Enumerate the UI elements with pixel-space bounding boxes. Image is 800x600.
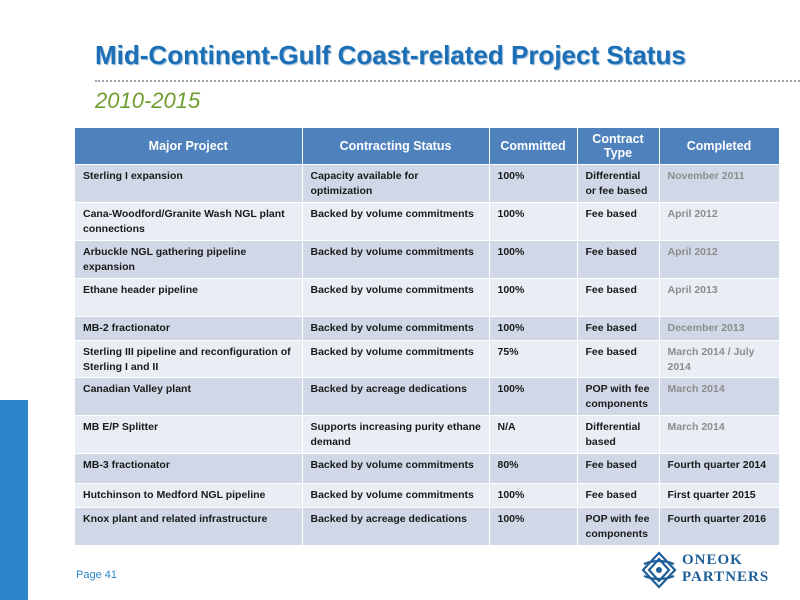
column-header-contracting-status: Contracting Status bbox=[302, 128, 489, 165]
completed-cell: March 2014 bbox=[659, 378, 779, 416]
completed-cell: Fourth quarter 2014 bbox=[659, 454, 779, 484]
completed-cell: First quarter 2015 bbox=[659, 484, 779, 508]
project-cell: MB-2 fractionator bbox=[75, 317, 302, 341]
completed-cell: March 2014 bbox=[659, 416, 779, 454]
column-header-major-project: Major Project bbox=[75, 128, 302, 165]
type-cell: Differential based bbox=[577, 416, 659, 454]
completed-cell: April 2013 bbox=[659, 279, 779, 317]
completed-cell: November 2011 bbox=[659, 165, 779, 203]
status-cell: Backed by volume commitments bbox=[302, 203, 489, 241]
column-header-committed: Committed bbox=[489, 128, 577, 165]
table-row bbox=[75, 341, 779, 378]
project-status-table bbox=[75, 128, 780, 545]
status-cell: Backed by volume commitments bbox=[302, 241, 489, 279]
column-header-completed: Completed bbox=[659, 128, 779, 165]
completed-cell: April 2012 bbox=[659, 203, 779, 241]
committed-cell: 100% bbox=[489, 378, 577, 416]
committed-cell: 75% bbox=[489, 341, 577, 378]
type-cell: Fee based bbox=[577, 317, 659, 341]
table-row bbox=[75, 241, 779, 279]
status-cell: Backed by volume commitments bbox=[302, 279, 489, 317]
logo-mark-icon bbox=[640, 550, 678, 590]
table-row bbox=[75, 416, 779, 454]
logo-line-1: ONEOK bbox=[682, 552, 743, 568]
page-subtitle: 2010-2015 bbox=[95, 88, 201, 113]
type-cell: Fee based bbox=[577, 279, 659, 317]
status-cell: Capacity available for optimization bbox=[302, 165, 489, 203]
completed-cell: Fourth quarter 2016 bbox=[659, 508, 779, 545]
committed-cell: 100% bbox=[489, 317, 577, 341]
table-row bbox=[75, 203, 779, 241]
type-cell: Fee based bbox=[577, 484, 659, 508]
page-number: Page 41 bbox=[76, 569, 117, 581]
table-row bbox=[75, 378, 779, 416]
left-accent-bar bbox=[0, 400, 28, 600]
project-cell: Knox plant and related infrastructure bbox=[75, 508, 302, 545]
committed-cell: N/A bbox=[489, 416, 577, 454]
project-cell: Sterling I expansion bbox=[75, 165, 302, 203]
status-cell: Backed by acreage dedications bbox=[302, 508, 489, 545]
committed-cell: 100% bbox=[489, 279, 577, 317]
type-cell: POP with fee components bbox=[577, 378, 659, 416]
completed-cell: March 2014 / July 2014 bbox=[659, 341, 779, 378]
type-cell: POP with fee components bbox=[577, 508, 659, 545]
completed-cell: April 2012 bbox=[659, 241, 779, 279]
table-header-row bbox=[75, 128, 779, 165]
table-row bbox=[75, 165, 779, 203]
project-cell: Canadian Valley plant bbox=[75, 378, 302, 416]
table-row bbox=[75, 317, 779, 341]
type-cell: Fee based bbox=[577, 241, 659, 279]
status-cell: Backed by volume commitments bbox=[302, 484, 489, 508]
committed-cell: 80% bbox=[489, 454, 577, 484]
project-cell: Ethane header pipeline bbox=[75, 279, 302, 317]
committed-cell: 100% bbox=[489, 241, 577, 279]
type-cell: Fee based bbox=[577, 203, 659, 241]
project-cell: MB-3 fractionator bbox=[75, 454, 302, 484]
project-cell: Sterling III pipeline and reconfiguration of Sterling I and II bbox=[75, 341, 302, 378]
status-cell: Backed by acreage dedications bbox=[302, 378, 489, 416]
status-cell: Backed by volume commitments bbox=[302, 454, 489, 484]
logo-wordmark bbox=[682, 552, 769, 586]
type-cell: Differential or fee based bbox=[577, 165, 659, 203]
committed-cell: 100% bbox=[489, 484, 577, 508]
type-cell: Fee based bbox=[577, 454, 659, 484]
type-cell: Fee based bbox=[577, 341, 659, 378]
project-cell: Arbuckle NGL gathering pipeline expansion bbox=[75, 241, 302, 279]
table-row bbox=[75, 508, 779, 545]
completed-cell: December 2013 bbox=[659, 317, 779, 341]
table-row bbox=[75, 484, 779, 508]
committed-cell: 100% bbox=[489, 508, 577, 545]
project-cell: MB E/P Splitter bbox=[75, 416, 302, 454]
title-divider bbox=[95, 80, 800, 82]
page-title: Mid-Continent-Gulf Coast-related Project Status bbox=[95, 40, 686, 70]
status-cell: Supports increasing purity ethane demand bbox=[302, 416, 489, 454]
status-cell: Backed by volume commitments bbox=[302, 317, 489, 341]
committed-cell: 100% bbox=[489, 165, 577, 203]
status-cell: Backed by volume commitments bbox=[302, 341, 489, 378]
project-cell: Cana-Woodford/Granite Wash NGL plant connections bbox=[75, 203, 302, 241]
project-cell: Hutchinson to Medford NGL pipeline bbox=[75, 484, 302, 508]
column-header-contract-type: Contract Type bbox=[577, 128, 659, 165]
logo-line-2: PARTNERS bbox=[682, 569, 770, 585]
table-row bbox=[75, 454, 779, 484]
committed-cell: 100% bbox=[489, 203, 577, 241]
company-logo bbox=[640, 550, 790, 590]
table-row bbox=[75, 279, 779, 317]
